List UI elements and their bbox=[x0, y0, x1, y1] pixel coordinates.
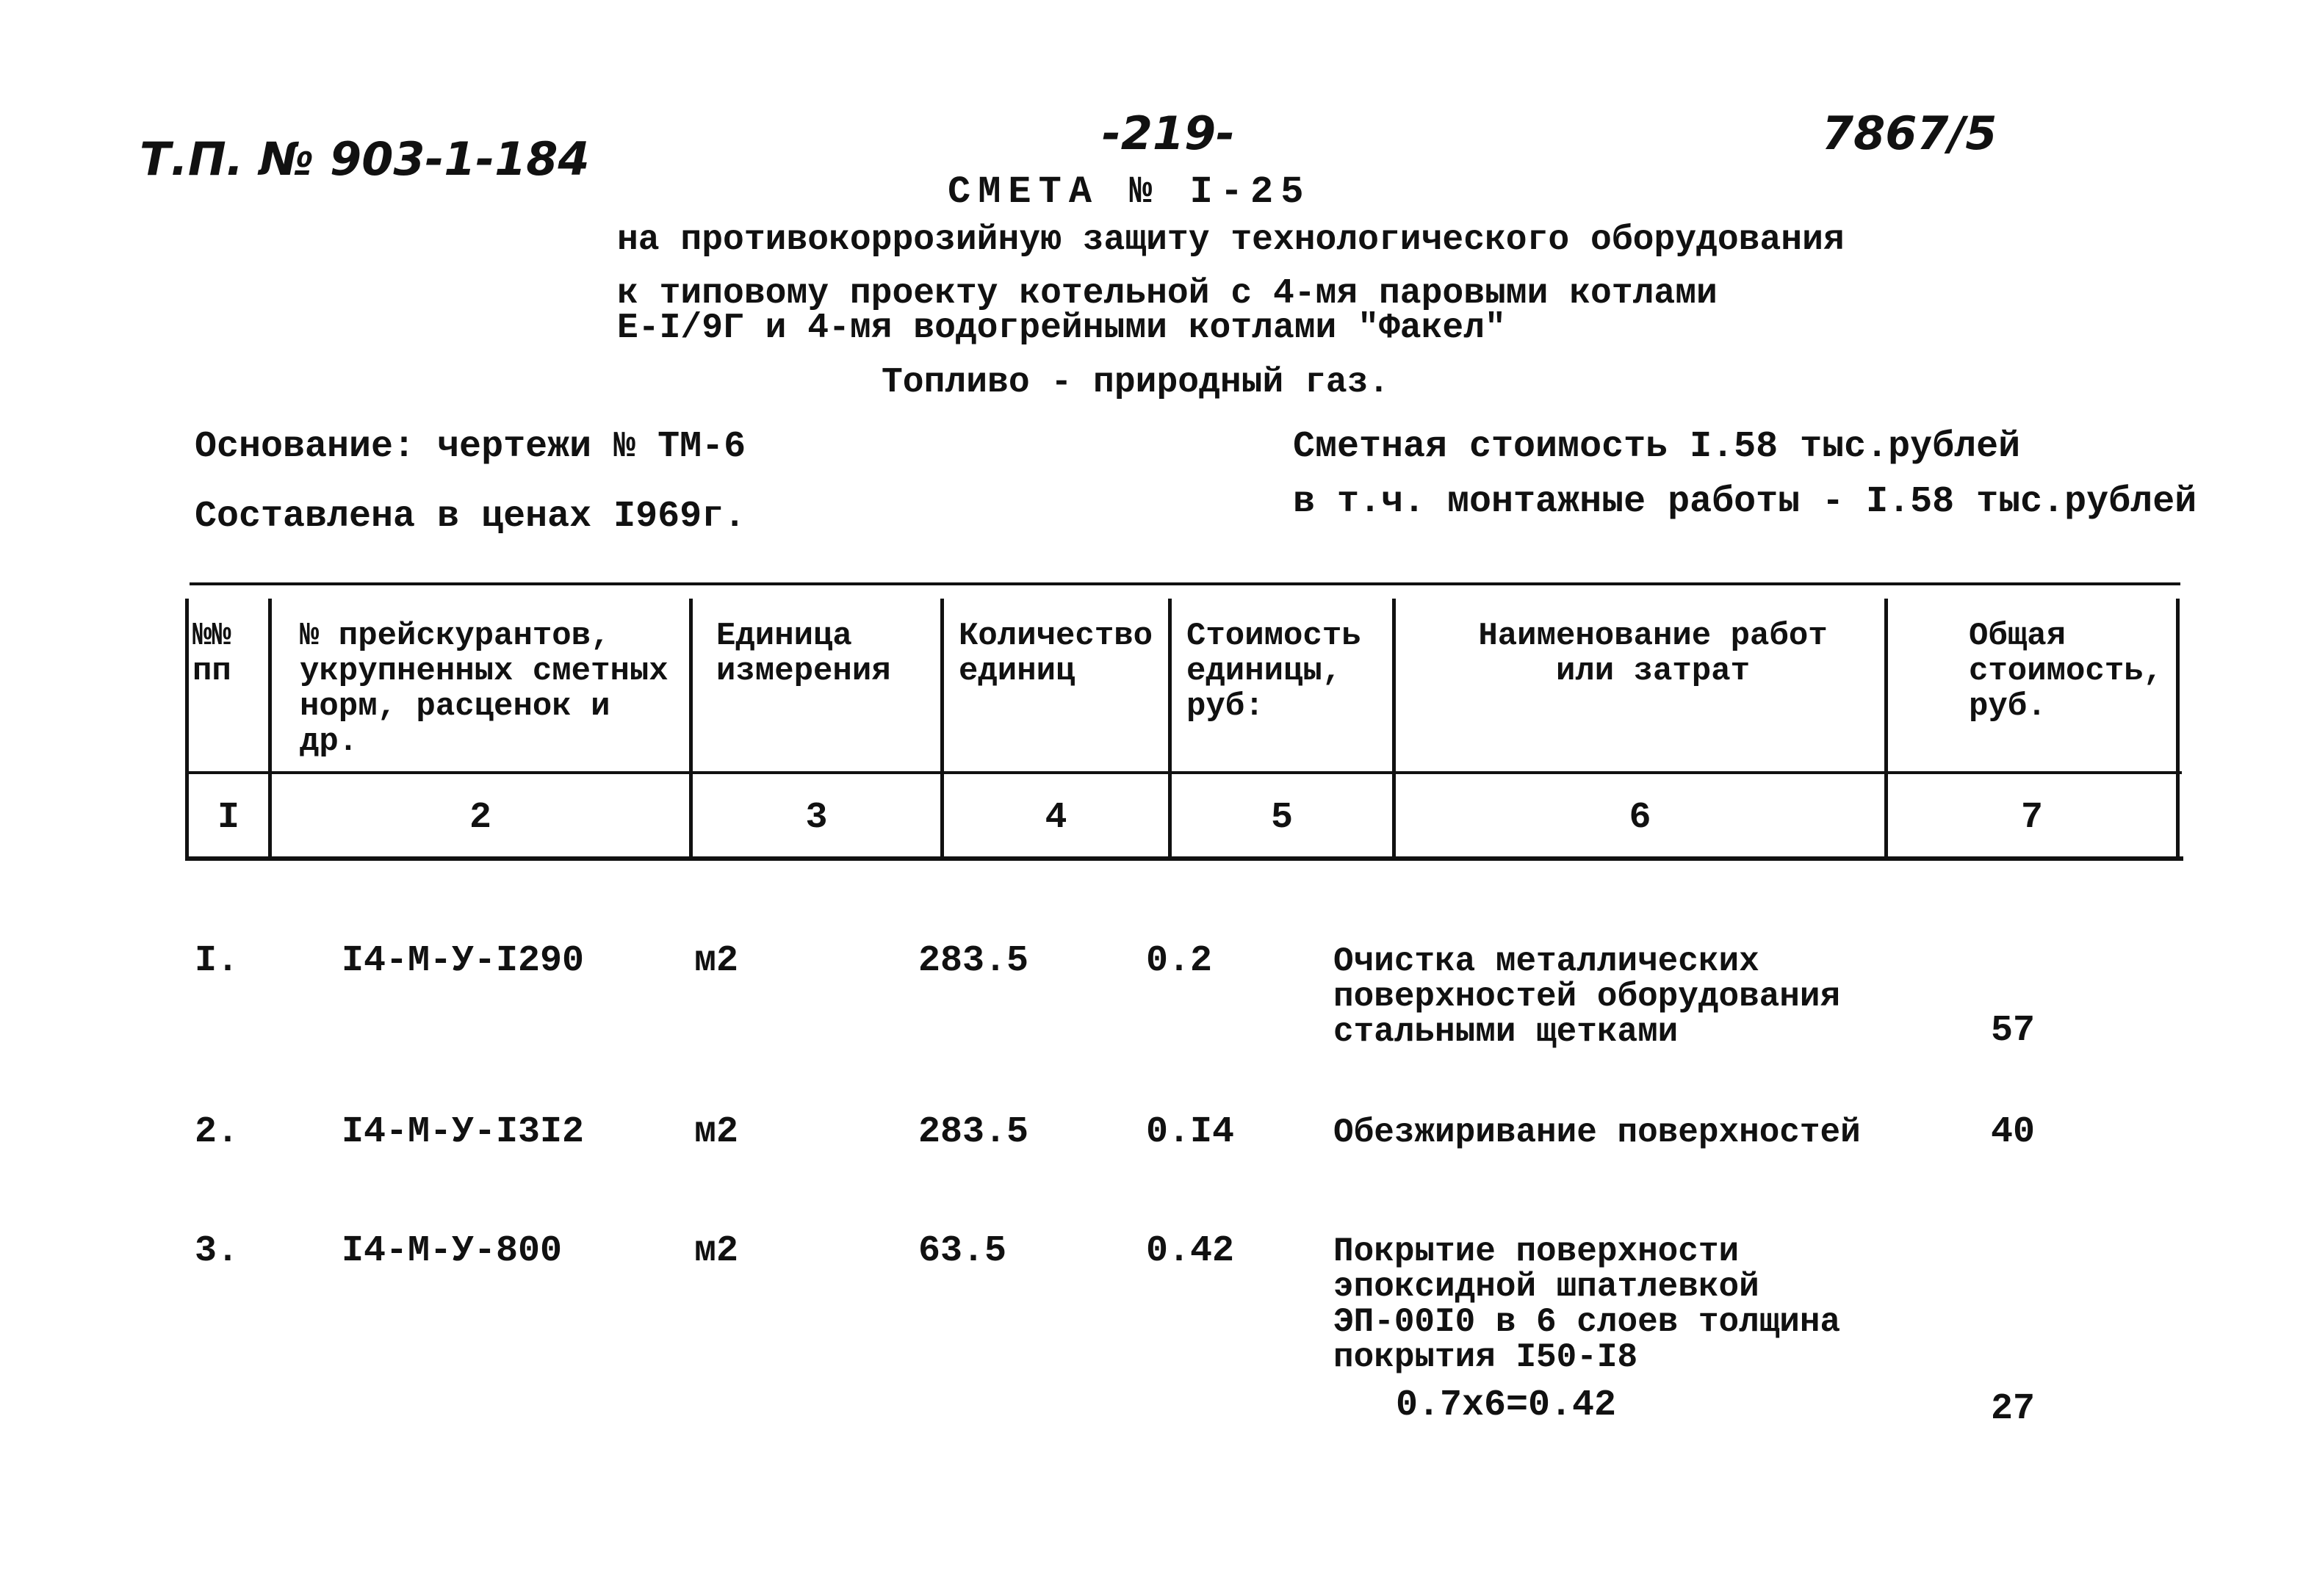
unit-cost: 0.2 bbox=[1146, 940, 1213, 982]
col-number-1: I bbox=[217, 797, 239, 839]
row-number: 3. bbox=[195, 1230, 239, 1272]
price-code: I4-М-У-800 bbox=[342, 1230, 563, 1272]
quantity: 283.5 bbox=[918, 940, 1029, 982]
calculation-note: 0.7х6=0.42 bbox=[1396, 1384, 1617, 1426]
title-line-1: на противокоррозийную защиту технологического оборудования bbox=[617, 220, 1845, 260]
price-code: I4-М-У-I290 bbox=[342, 940, 585, 982]
work-description: Очистка металлических поверхностей оборудования стальными щетками bbox=[1333, 942, 1841, 1051]
work-description: Покрытие поверхности эпоксидной шпатлевкой ЭП-00I0 в 6 слоев толщина покрытия I50-I8 bbox=[1333, 1232, 1841, 1376]
header-price-list: № прейскурантов, укрупненных сметных норм, расценок и др. bbox=[300, 618, 669, 760]
price-code: I4-М-У-I3I2 bbox=[342, 1111, 585, 1153]
col-number-4: 4 bbox=[1045, 797, 1067, 839]
col-number-3: 3 bbox=[805, 797, 828, 839]
unit: м2 bbox=[694, 1230, 739, 1272]
unit: м2 bbox=[694, 940, 739, 982]
title-line-4: Топливо - природный газ. bbox=[882, 363, 1390, 402]
total-cost: 27 bbox=[1991, 1388, 2036, 1430]
header-total-cost: Общая стоимость, руб. bbox=[1969, 618, 2163, 725]
table-right-border bbox=[2176, 599, 2180, 859]
table-top-rule bbox=[190, 582, 2180, 585]
installation-cost-text: в т.ч. монтажные работы - I.58 тыс.рублей bbox=[1293, 481, 2197, 523]
work-description: Обезжиривание поверхностей bbox=[1333, 1113, 1861, 1152]
col-number-2: 2 bbox=[469, 797, 491, 839]
row-number: 2. bbox=[195, 1111, 239, 1153]
title-line-3: Е-I/9Г и 4-мя водогрейными котлами "Факел" bbox=[617, 308, 1506, 348]
header-quantity: Количество единиц bbox=[959, 618, 1153, 690]
header-work-name: Наименование работ или затрат bbox=[1478, 618, 1828, 690]
col-number-5: 5 bbox=[1270, 797, 1293, 839]
table-bottom-rule bbox=[185, 856, 2183, 861]
page-number: -219- bbox=[1102, 106, 1235, 160]
col-number-7: 7 bbox=[2020, 797, 2043, 839]
unit-cost: 0.42 bbox=[1146, 1230, 1235, 1272]
unit: м2 bbox=[694, 1111, 739, 1153]
basis-text: Основание: чертежи № ТМ-6 bbox=[195, 426, 746, 468]
col-number-6: 6 bbox=[1629, 797, 1651, 839]
sheet-code: 7867/5 bbox=[1822, 106, 1997, 160]
quantity: 283.5 bbox=[918, 1111, 1029, 1153]
header-row-number: №№ пп bbox=[192, 618, 231, 690]
estimate-title: СМЕТА № I-25 bbox=[948, 170, 1311, 214]
document-code: Т.П. № 903-1-184 bbox=[140, 132, 590, 186]
price-level-text: Составлена в ценах I969г. bbox=[195, 496, 746, 538]
estimated-cost-text: Сметная стоимость I.58 тыс.рублей bbox=[1293, 426, 2021, 468]
row-number: I. bbox=[195, 940, 239, 982]
table-header-divider bbox=[187, 771, 2182, 774]
header-unit: Единица измерения bbox=[716, 618, 891, 690]
quantity: 63.5 bbox=[918, 1230, 1007, 1272]
title-line-2: к типовому проекту котельной с 4-мя паровыми котлами bbox=[617, 274, 1718, 314]
total-cost: 57 bbox=[1991, 1010, 2036, 1052]
total-cost: 40 bbox=[1991, 1111, 2036, 1153]
header-unit-cost: Стоимость единицы, руб: bbox=[1186, 618, 1361, 725]
unit-cost: 0.I4 bbox=[1146, 1111, 1235, 1153]
